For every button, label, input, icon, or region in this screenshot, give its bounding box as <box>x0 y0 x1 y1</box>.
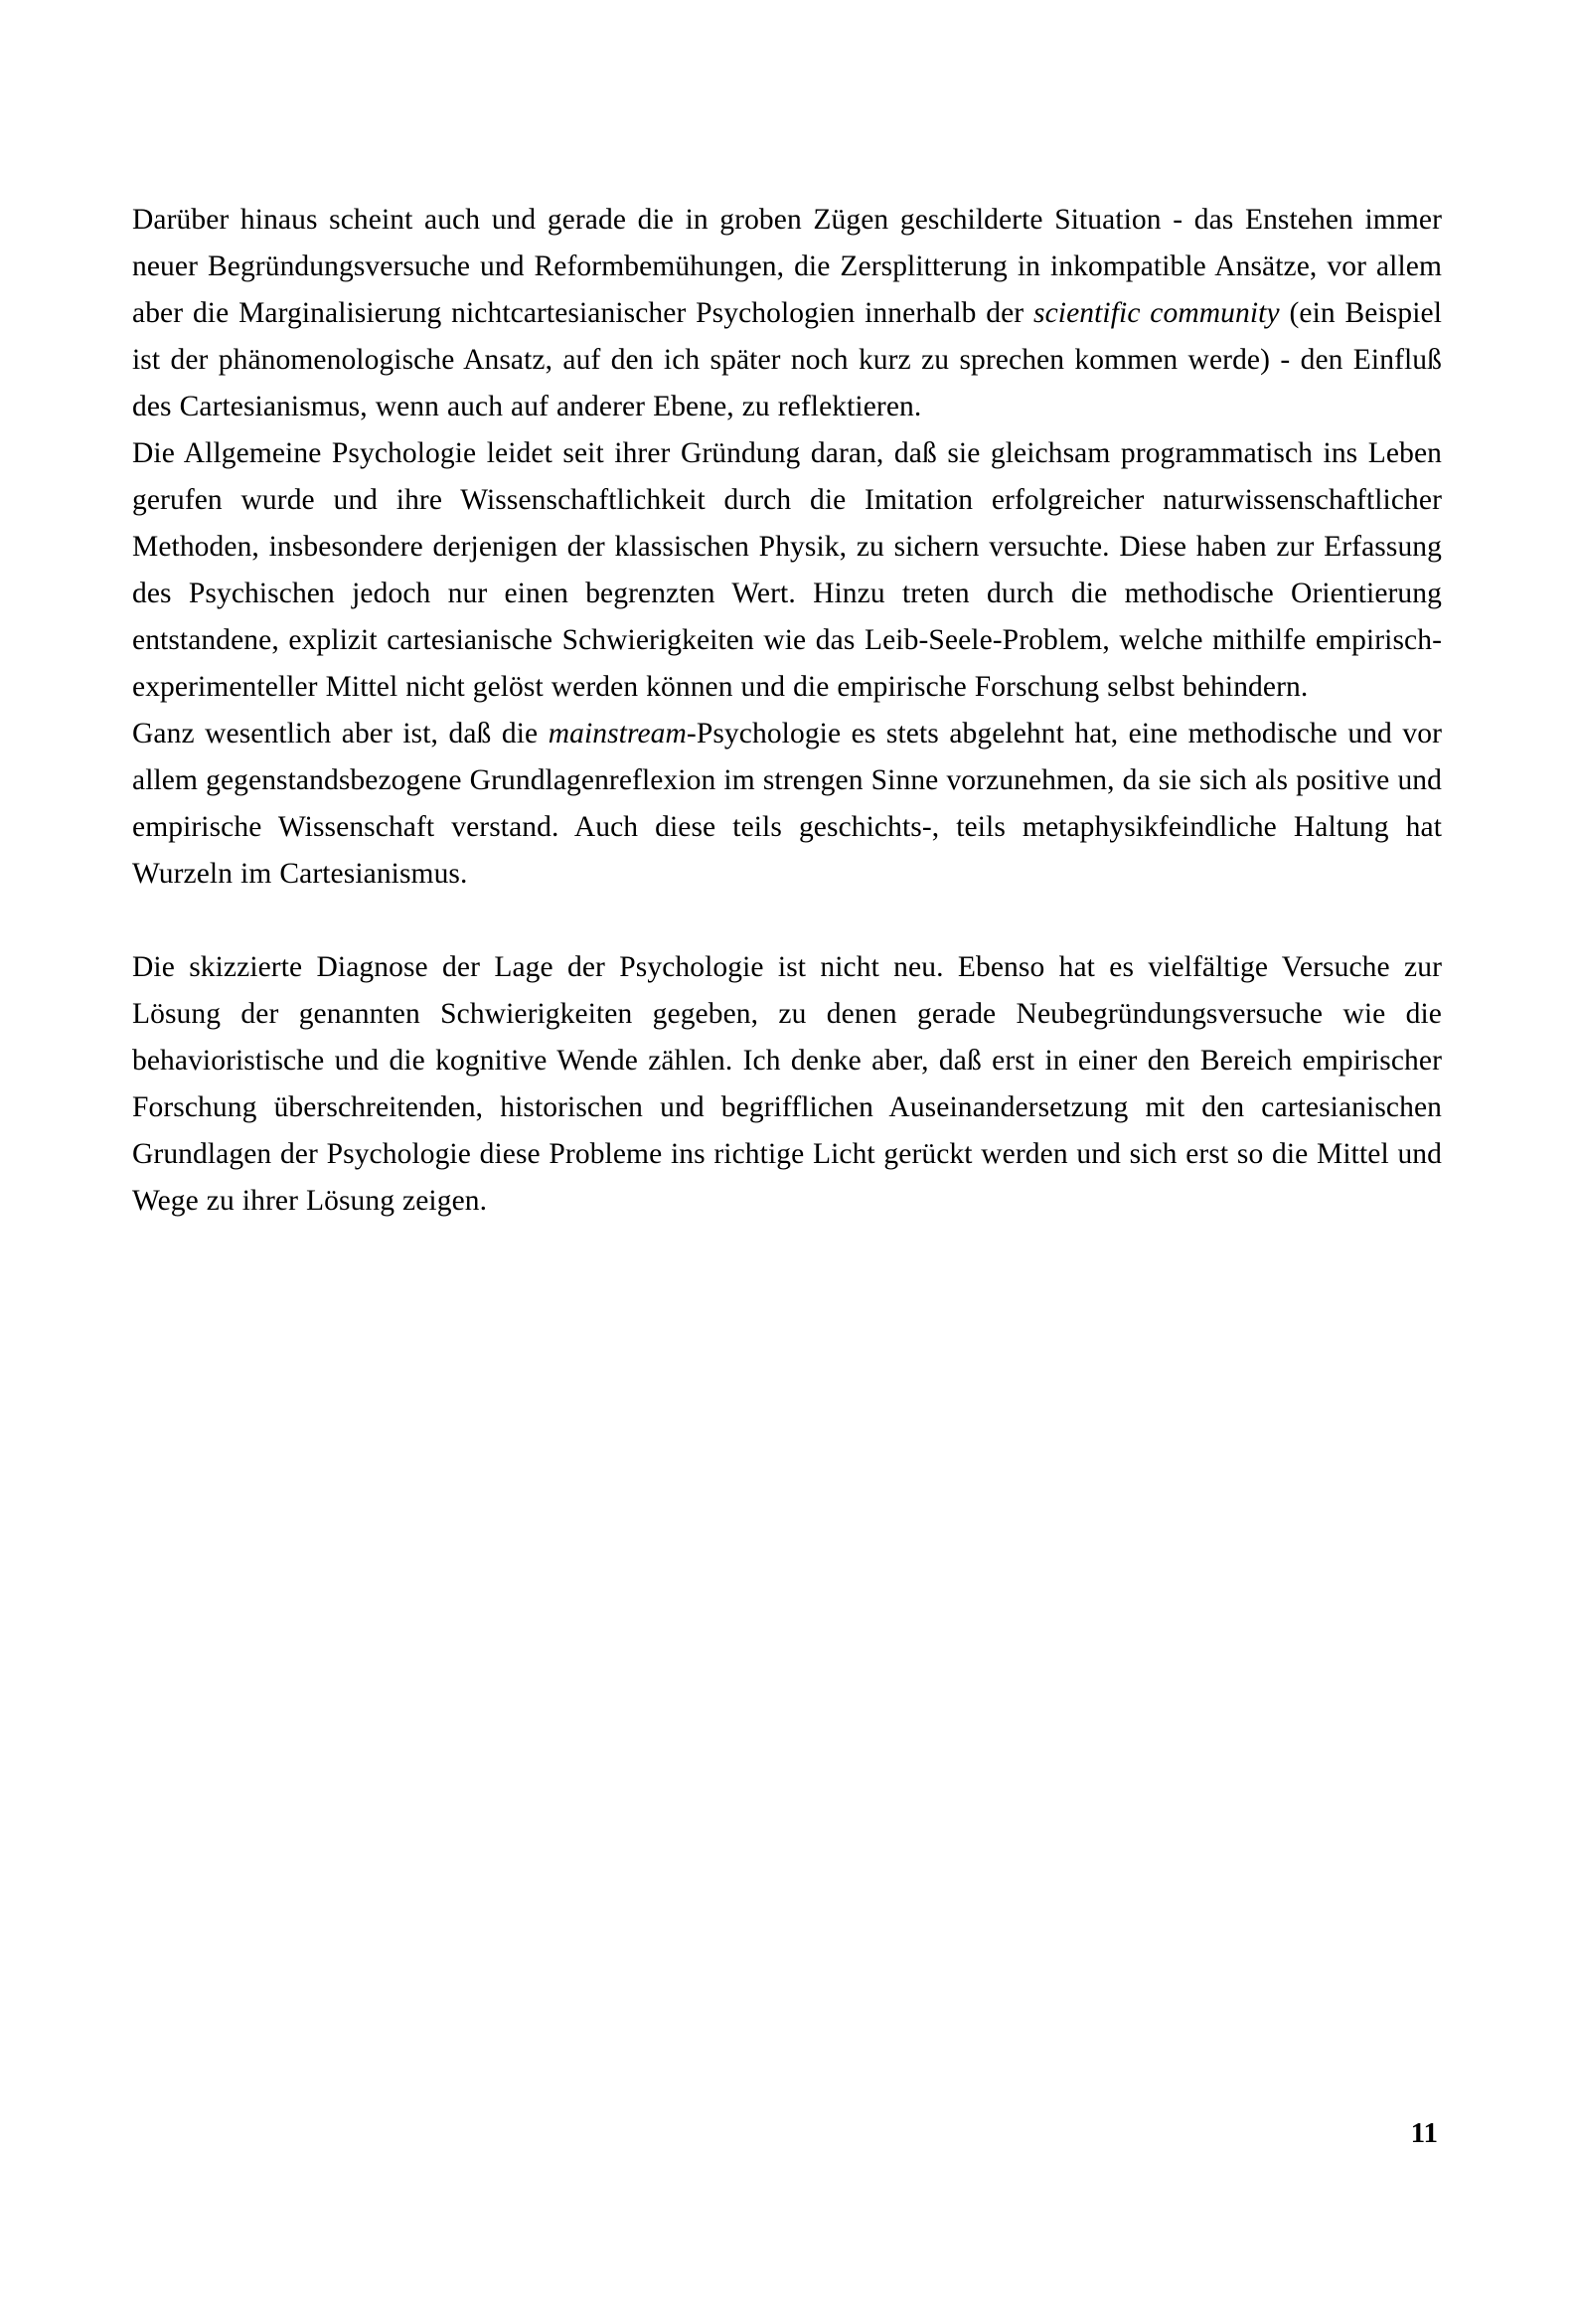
paragraph-2 <box>132 430 1442 711</box>
text-run-italic: mainstream <box>548 718 687 749</box>
text-run: -Psychologie es stets abgelehnt hat, eine methodische und vor allem gegenstandsbezogene Grundlagenreflexion im strengen Sinne vorzunehmen, da sie sich als positive und empirische Wissenschaft verstand. Auch diese teils geschichts-, teils metaphysikfeindliche Haltung hat Wurzeln im Cartesianismus. <box>132 718 1442 890</box>
text-run: Die Allgemeine Psychologie leidet seit ihrer Gründung daran, daß sie gleichsam programmatisch ins Leben gerufen wurde und ihre Wissenschaftlichkeit durch die Imitation erfolgreicher naturwissenschaftlicher Methoden, insbesondere derjenigen der klassischen Physik, zu sichern versuchte. Diese haben zur Erfassung des Psychischen jedoch nur einen begrenzten Wert. Hinzu treten durch die methodische Orientierung entstandene, explizit cartesianische Schwierigkeiten wie das Leib-Seele-Problem, welche mithilfe empirisch-experimenteller Mittel nicht gelöst werden können und die empirische Forschung selbst behindern. <box>132 437 1442 703</box>
text-run-italic: scientific community <box>1033 297 1280 329</box>
text-run: Die skizzierte Diagnose der Lage der Psychologie ist nicht neu. Ebenso hat es vielfältige Versuche zur Lösung der genannten Schwierigkeiten gegeben, zu denen gerade Neubegründungsversuche wie die behavioristische und die kognitive Wende zählen. Ich denke aber, daß erst in einer den Bereich empirischer Forschung überschreitenden, historischen und begrifflichen Auseinandersetzung mit den cartesianischen Grundlagen der Psychologie diese Probleme ins richtige Licht gerückt werden und sich erst so die Mittel und Wege zu ihrer Lösung zeigen. <box>132 951 1442 1217</box>
text-run: Ganz wesentlich aber ist, daß die <box>132 718 549 749</box>
body-text <box>132 197 1442 1225</box>
page-number: 11 <box>1410 2117 1438 2149</box>
text-run: Darüber hinaus scheint auch und gerade die in groben Zügen geschilderte Situation - das Enstehen immer neuer Begründungsversuche und Reformbemühungen, die Zersplitterung in inkompatible Ansätze, vor allem aber die Marginalisierung nichtcartesianischer Psychologien innerhalb der <box>132 204 1442 329</box>
paragraph-4 <box>132 944 1442 1225</box>
paragraph-3 <box>132 711 1442 898</box>
text-run: (ein Beispiel ist der phänomenologische Ansatz, auf den ich später noch kurz zu sprechen kommen werde) - den Einfluß des Cartesianismus, wenn auch auf anderer Ebene, zu reflektieren. <box>132 297 1442 422</box>
paragraph-1 <box>132 197 1442 430</box>
